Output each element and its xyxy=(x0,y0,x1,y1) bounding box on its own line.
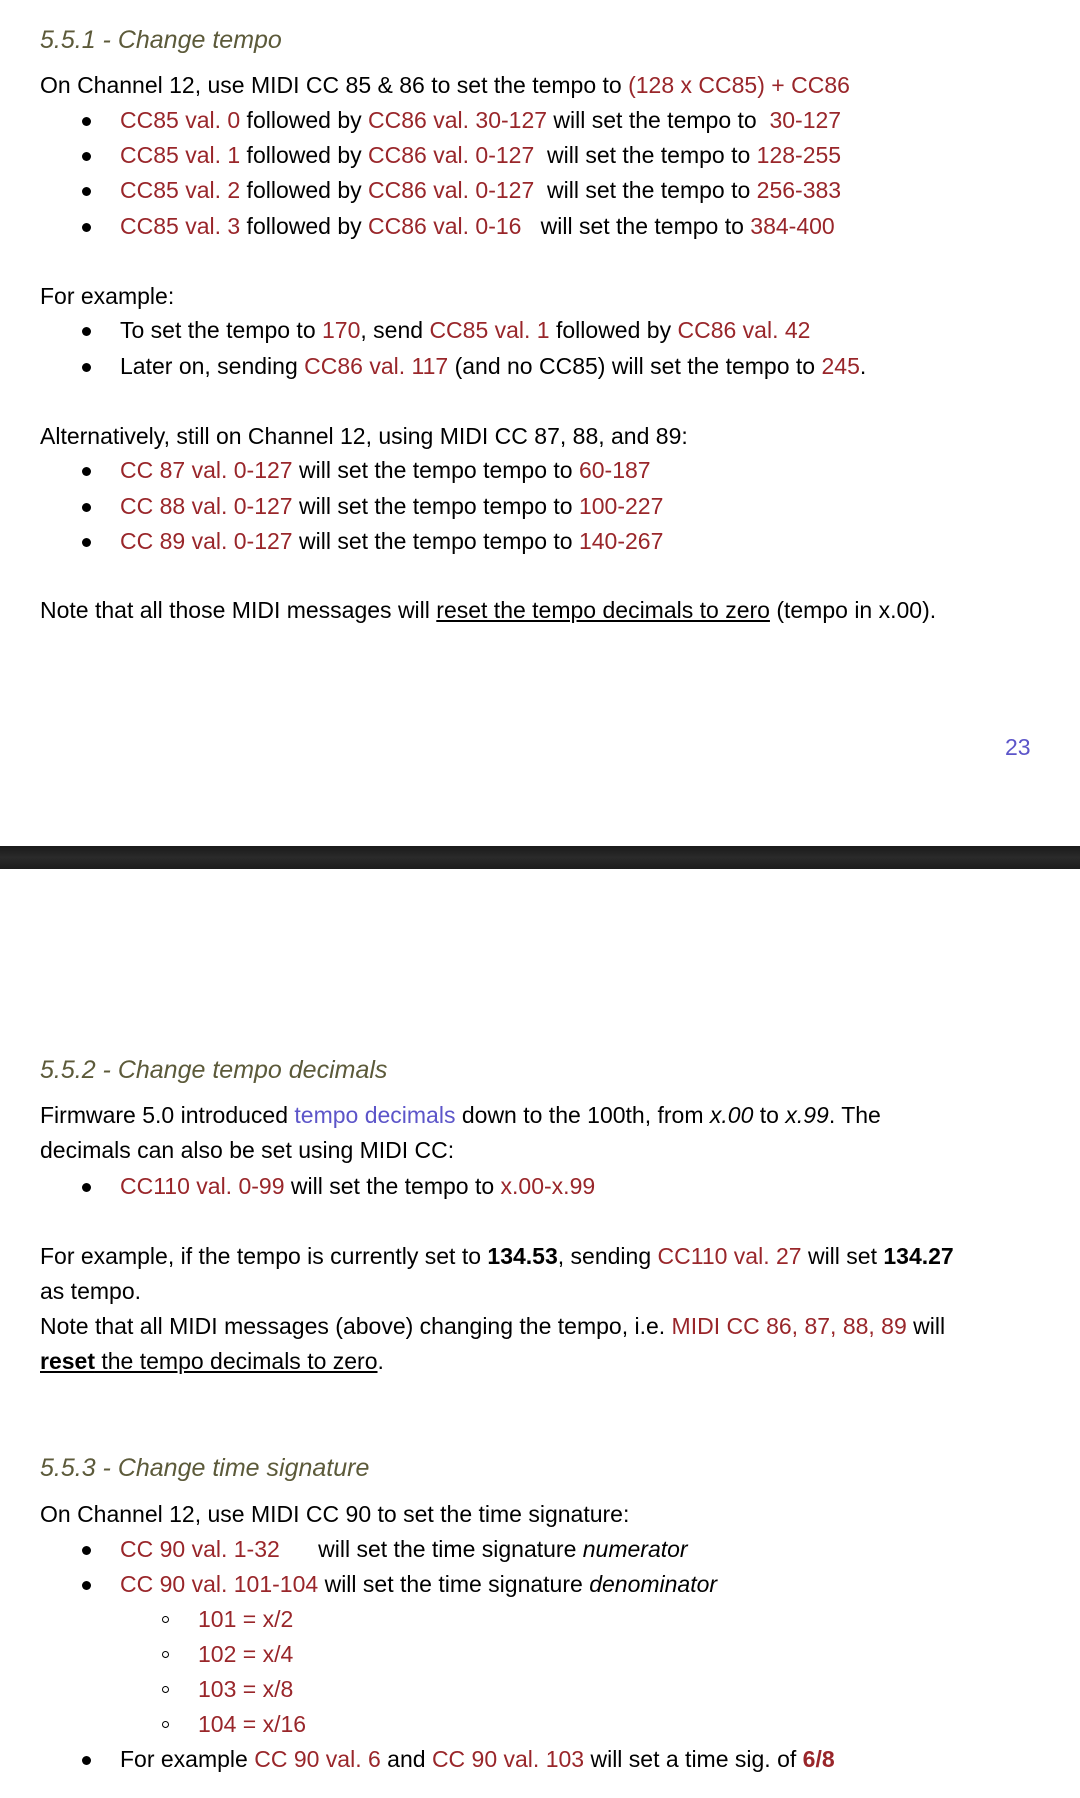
circle-bullet-icon xyxy=(162,1651,169,1658)
tempo-range: 60-187 xyxy=(578,457,651,483)
text: . xyxy=(377,1348,384,1374)
firmware-paragraph-line2: decimals can also be set using MIDI CC: xyxy=(40,1137,455,1163)
text: will set the tempo tempo to xyxy=(292,457,579,483)
decimals-note xyxy=(40,1312,945,1340)
text: will set the tempo to xyxy=(534,177,757,203)
bullet-icon xyxy=(82,1183,91,1192)
time-sig-intro: On Channel 12, use MIDI CC 90 to set the time signature: xyxy=(40,1501,630,1527)
page-number: 23 xyxy=(1005,734,1031,760)
text: For example xyxy=(120,1746,255,1772)
bullet-icon xyxy=(82,1546,91,1555)
list-item xyxy=(120,1745,835,1773)
alt-intro: Alternatively, still on Channel 12, using MIDI CC 87, 88, and 89: xyxy=(40,423,688,449)
bullet-icon xyxy=(82,1756,91,1765)
tempo-range: 384-400 xyxy=(750,213,835,239)
bullet-icon xyxy=(82,152,91,161)
list-item xyxy=(120,352,866,380)
bullet-icon xyxy=(82,223,91,232)
cc-value: CC 90 val. 103 xyxy=(431,1746,585,1772)
sub-list-item xyxy=(198,1710,306,1738)
text: and xyxy=(380,1746,432,1772)
list-item xyxy=(120,1535,688,1563)
text: Note that all MIDI messages (above) changing the tempo, i.e. xyxy=(40,1313,672,1339)
cc-value: CC 87 val. 0-127 xyxy=(120,457,293,483)
list-item xyxy=(120,316,810,344)
italic-text: numerator xyxy=(582,1536,688,1562)
cc-value: CC110 val. 0-99 xyxy=(120,1173,285,1199)
text: . The xyxy=(828,1102,881,1128)
text: followed by xyxy=(240,177,369,203)
cc-value: CC86 val. 30-127 xyxy=(368,107,548,133)
text: followed by xyxy=(240,213,369,239)
text: will set the time signature xyxy=(318,1571,590,1597)
list-item xyxy=(120,1172,595,1200)
bold-value: 134.53 xyxy=(487,1243,558,1269)
text: will set xyxy=(801,1243,884,1269)
tempo-intro xyxy=(40,71,850,99)
text: followed by xyxy=(240,142,369,168)
text: , send xyxy=(360,317,430,343)
text: (tempo in x.00). xyxy=(769,597,937,623)
bold-value: 134.27 xyxy=(883,1243,954,1269)
cc-value: CC 90 val. 6 xyxy=(254,1746,381,1772)
list-item xyxy=(120,456,651,484)
text: (and no CC85) will set the tempo to xyxy=(448,353,822,379)
list-item xyxy=(120,176,841,204)
cc-value: CC85 val. 0 xyxy=(120,107,241,133)
bullet-icon xyxy=(82,538,91,547)
italic-text: x.00 xyxy=(709,1102,754,1128)
bullet-icon xyxy=(82,503,91,512)
list-item xyxy=(120,141,841,169)
bullet-icon xyxy=(82,1581,91,1590)
bullet-icon xyxy=(82,117,91,126)
text: followed by xyxy=(240,107,369,133)
tempo-range: 100-227 xyxy=(578,493,664,519)
text: For example, if the tempo is currently set to xyxy=(40,1243,488,1269)
example-label: For example: xyxy=(40,283,175,309)
section-heading-5-5-3: 5.5.3 - Change time signature xyxy=(40,1454,370,1482)
circle-bullet-icon xyxy=(162,1686,169,1693)
firmware-paragraph xyxy=(40,1101,881,1129)
bold-underlined-text: reset xyxy=(40,1348,95,1374)
decimals-example xyxy=(40,1242,954,1270)
list-item xyxy=(120,1570,717,1598)
denominator-value: 104 = x/16 xyxy=(198,1711,307,1737)
italic-text: denominator xyxy=(589,1571,718,1597)
text: will set the tempo to xyxy=(534,142,757,168)
denominator-value: 101 = x/2 xyxy=(198,1606,294,1632)
cc-value: CC 89 val. 0-127 xyxy=(120,528,293,554)
time-sig-result: 6/8 xyxy=(802,1746,835,1772)
tempo-range: 256-383 xyxy=(756,177,842,203)
text: to xyxy=(753,1102,786,1128)
bullet-icon xyxy=(82,327,91,336)
value: CC85 val. 1 xyxy=(429,317,550,343)
tempo-range: 128-255 xyxy=(756,142,842,168)
cc-value: CC85 val. 1 xyxy=(120,142,241,168)
cc-value: CC86 val. 0-127 xyxy=(368,177,535,203)
text: On Channel 12, use MIDI CC 85 & 86 to set the tempo to xyxy=(40,72,629,98)
cc-value: CC110 val. 27 xyxy=(657,1243,802,1269)
section-heading-5-5-1: 5.5.1 - Change tempo xyxy=(40,26,282,54)
reset-note xyxy=(40,596,936,624)
value: 245 xyxy=(821,353,860,379)
underlined-text: reset the tempo decimals to zero xyxy=(436,597,770,623)
cc-value: CC85 val. 2 xyxy=(120,177,241,203)
list-item xyxy=(120,492,663,520)
sub-list-item xyxy=(198,1675,293,1703)
cc-value: CC86 val. 0-16 xyxy=(368,213,522,239)
bullet-icon xyxy=(82,187,91,196)
text: , sending xyxy=(557,1243,658,1269)
tempo-range: 140-267 xyxy=(578,528,664,554)
page-separator xyxy=(0,846,1080,869)
text: will set the tempo tempo to xyxy=(292,528,579,554)
italic-text: x.99 xyxy=(785,1102,829,1128)
cc-value: CC 88 val. 0-127 xyxy=(120,493,293,519)
text: will set the tempo to xyxy=(284,1173,501,1199)
section-heading-5-5-2: 5.5.2 - Change tempo decimals xyxy=(40,1056,388,1084)
value: 170 xyxy=(322,317,361,343)
text: Firmware 5.0 introduced xyxy=(40,1102,295,1128)
cc-value: CC85 val. 3 xyxy=(120,213,241,239)
decimals-note-line2 xyxy=(40,1347,384,1375)
text: . xyxy=(859,353,867,379)
underlined-text: the tempo decimals to zero xyxy=(94,1348,378,1374)
text: will xyxy=(906,1313,946,1339)
text: will set the tempo to xyxy=(547,107,770,133)
tempo-range: 30-127 xyxy=(769,107,842,133)
value: CC86 val. 42 xyxy=(677,317,811,343)
denominator-value: 102 = x/4 xyxy=(198,1641,294,1667)
sub-list-item xyxy=(198,1640,293,1668)
formula: (128 x CC85) + CC86 xyxy=(628,72,850,98)
list-item xyxy=(120,527,663,555)
cc-values: MIDI CC 86, 87, 88, 89 xyxy=(671,1313,907,1339)
denominator-value: 103 = x/8 xyxy=(198,1676,294,1702)
text: will set the time signature xyxy=(279,1536,583,1562)
bullet-icon xyxy=(82,363,91,372)
cc-value: CC86 val. 0-127 xyxy=(368,142,535,168)
text: Later on, sending xyxy=(120,353,305,379)
bullet-icon xyxy=(82,467,91,476)
text: down to the 100th, from xyxy=(455,1102,710,1128)
cc-value: CC 90 val. 101-104 xyxy=(120,1571,319,1597)
sub-list-item xyxy=(198,1605,293,1633)
text: Note that all those MIDI messages will xyxy=(40,597,437,623)
text: will set the tempo tempo to xyxy=(292,493,579,519)
tempo-decimals-link[interactable]: tempo decimals xyxy=(294,1102,456,1128)
text: To set the tempo to xyxy=(120,317,323,343)
text: will set the tempo to xyxy=(521,213,751,239)
circle-bullet-icon xyxy=(162,1721,169,1728)
circle-bullet-icon xyxy=(162,1616,169,1623)
list-item xyxy=(120,212,835,240)
decimals-example-line2: as tempo. xyxy=(40,1278,141,1304)
text: will set a time sig. of xyxy=(584,1746,803,1772)
cc-value: CC 90 val. 1-32 xyxy=(120,1536,280,1562)
tempo-range: x.00-x.99 xyxy=(500,1173,596,1199)
text: followed by xyxy=(549,317,678,343)
list-item xyxy=(120,106,841,134)
value: CC86 val. 117 xyxy=(304,353,449,379)
